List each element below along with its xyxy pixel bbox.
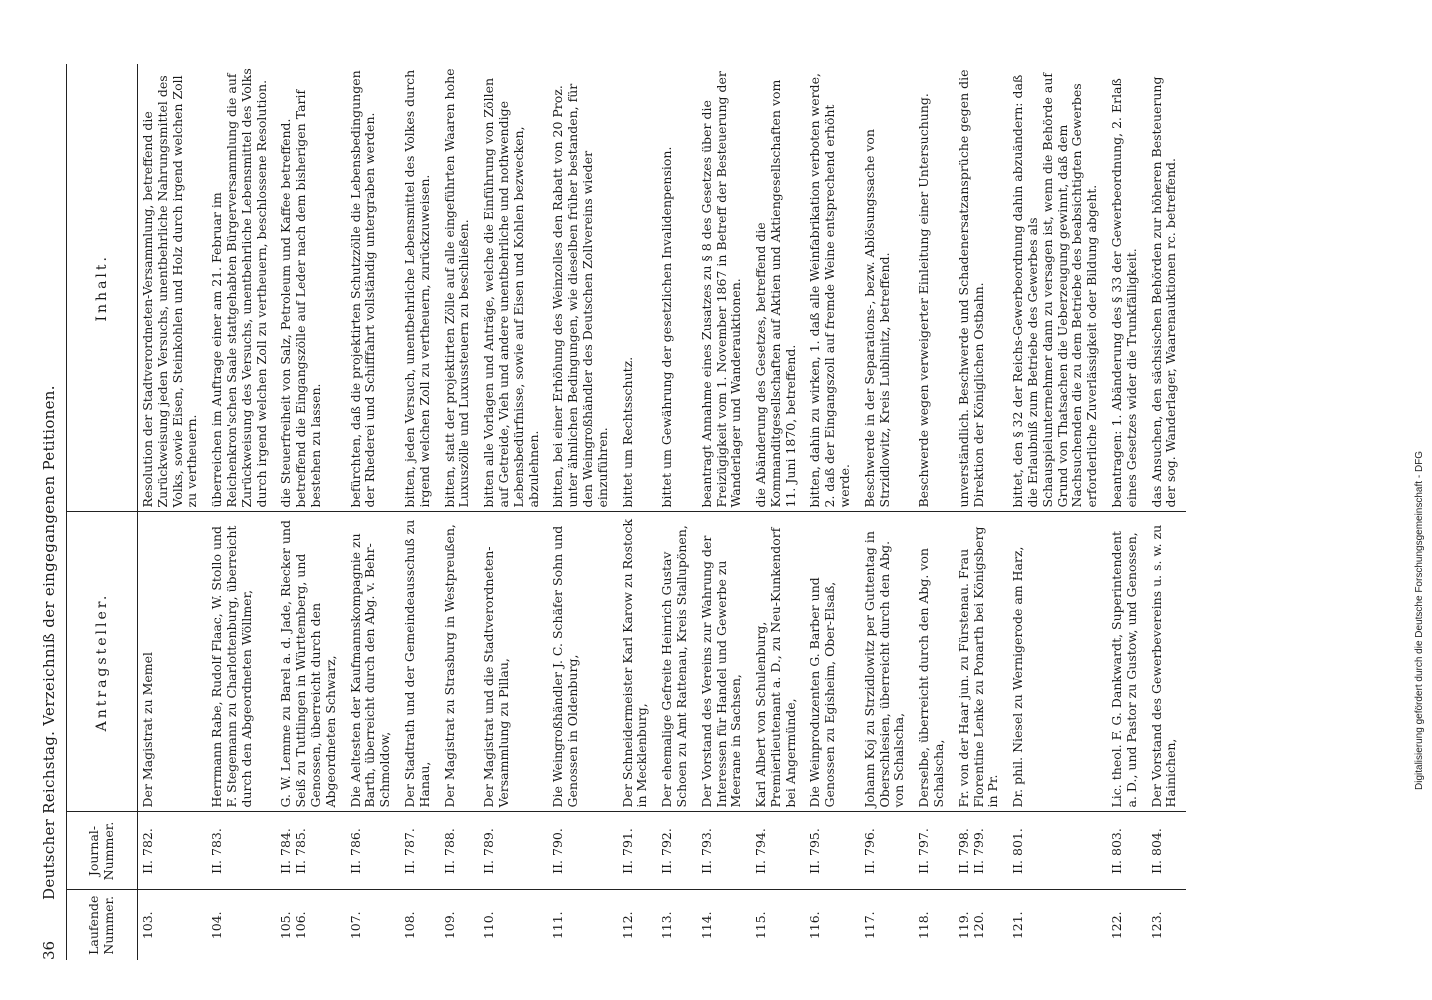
inhalt-cell: bitten, statt der projektirten Zölle auf alle eingeführten Waaren hohe Luxuszölle und Luxussteuern zu beschließen.: [441, 68, 472, 508]
journal-nummer: II. 794.: [753, 828, 769, 874]
laufende-nummer: 122.: [1109, 911, 1125, 940]
laufende-nummer-cell: [657, 890, 697, 960]
inhalt-cell: Resolution der Stadtverordneten-Versammlung, betreffend die Zurückweisung jeden Versuchs, unentbehrliche Nahrungsmittel des Volks, sowie Eisen, Steinkohlen und Holz durch irgend welchen Zoll zu vertheuern.: [140, 75, 200, 508]
journal-nummer-cell: [954, 812, 1008, 890]
laufende-nummer-cell: [860, 890, 914, 960]
laufende-nummer-cell: [954, 890, 1008, 960]
antragsteller-cell: Der Schneidermeister Karl Karow zu Rostock in Mecklenburg,: [618, 512, 658, 812]
laufende-nummer: 110.: [481, 911, 497, 940]
table-row: [805, 64, 859, 960]
laufende-nummer: 120.: [970, 911, 986, 940]
laufende-nummer-cell: [805, 890, 859, 960]
table-row: [914, 64, 954, 960]
journal-nummer: II. 782.: [140, 828, 155, 874]
journal-nummer: II. 801.: [1010, 828, 1026, 874]
inhalt-cell: Beschwerde wegen verweigerter Einleitung einer Untersuchung.: [916, 93, 932, 508]
running-title: Deutscher Reichstag. Verzeichniß der eingegangenen Petitionen.: [40, 385, 58, 900]
table-row: [1107, 64, 1147, 960]
laufende-nummer: 117.: [861, 911, 877, 940]
laufende-nummer: 104.: [209, 911, 225, 940]
journal-nummer: II. 783.: [209, 828, 225, 874]
laufende-nummer: 123.: [1148, 911, 1164, 940]
antragsteller-cell: Der Magistrat zu Memel: [138, 512, 208, 812]
antragsteller-cell: Derselbe, überreicht durch den Abg. von Schalscha,: [914, 512, 954, 812]
journal-nummer-cell: [276, 812, 345, 890]
antragsteller-cell: Die Aeltesten der Kaufmannskompagnie zu Barth, überreicht durch den Abg. v. Behr-Schmoldow,: [346, 512, 400, 812]
side-margin: [1410, 0, 1430, 1000]
journal-nummer: II. 804.: [1148, 828, 1164, 874]
inhalt-cell: bitten, jeden Versuch, unentbehrliche Lebensmittel des Volkes durch irgend welchen Zoll zu vertheuern, zurückzuweisen.: [401, 69, 432, 508]
laufende-nummer: 112.: [619, 911, 635, 940]
inhalt-cell: die Abänderung des Gesetzes, betreffend die Kommanditgesellschaften auf Aktien und Aktiengesellschaften vom 11. Juni 1870, betreffend.: [753, 79, 798, 508]
table-row: [954, 64, 1008, 960]
antragsteller-cell: Die Weinproduzenten G. Barber und Genossen zu Egisheim, Ober-Elsaß,: [805, 512, 859, 812]
table-row: [440, 64, 480, 960]
laufende-nummer-cell: [276, 890, 345, 960]
laufende-nummer: 103.: [140, 911, 155, 940]
table-row: [138, 64, 208, 960]
header-journal-nummer: Journal-Nummer.: [67, 812, 138, 890]
journal-nummer-cell: [207, 812, 276, 890]
journal-nummer: II. 796.: [861, 828, 877, 874]
inhalt-cell: unverständlich. Beschwerde und Schadenersatzansprüche gegen die Direktion der Königlichen Ostbahn.: [955, 69, 986, 508]
antragsteller-cell: Lic. theol. F. G. Dankwardt, Superintendent a. D., und Pastor zu Gustow, und Genossen,: [1107, 512, 1147, 812]
journal-nummer-cell: [914, 812, 954, 890]
laufende-nummer-cell: [697, 890, 751, 960]
journal-nummer: II. 785.: [293, 828, 309, 874]
laufende-nummer-cell: [1107, 890, 1147, 960]
page-number: 36: [40, 940, 58, 960]
inhalt-cell: bittet um Gewährung der gesetzlichen Invalidenpension.: [659, 146, 675, 508]
antragsteller-cell: Dr. phil. Niesel zu Wernigerode am Harz,: [1008, 512, 1107, 812]
laufende-nummer-cell: [207, 890, 276, 960]
journal-nummer: II. 789.: [481, 828, 497, 874]
inhalt-cell: bitten, bei einer Erhöhung des Weinzolles den Rabatt von 20 Proz. unter ähnlichen Bedingungen, wie dieselben früher bestanden, für den Weingroßhändler des Deutschen Zollvereins wieder einzuführen.: [550, 83, 610, 508]
laufende-nummer: 121.: [1010, 911, 1026, 940]
laufende-nummer: 119.: [955, 911, 971, 940]
laufende-nummer: 106.: [293, 911, 309, 940]
table-row: [479, 64, 548, 960]
laufende-nummer: 108.: [401, 911, 417, 940]
journal-nummer-cell: [548, 812, 617, 890]
antragsteller-cell: Der Magistrat zu Strasburg in Westpreußen,: [440, 512, 480, 812]
journal-nummer: II. 791.: [619, 828, 635, 874]
journal-nummer-cell: [138, 812, 208, 890]
antragsteller-cell: Der Vorstand des Vereins zur Wahrung der Interessen für Handel und Gewerbe zu Meerane in Sachsen,: [697, 512, 751, 812]
inhalt-cell: bittet um Rechtsschutz.: [619, 356, 635, 508]
laufende-nummer: 113.: [659, 911, 675, 940]
inhalt-cell: befürchten, daß die projektirten Schutzzölle die Lebensbedingungen der Rhederei und Schifffahrt vollständig untergraben werden.: [347, 70, 378, 508]
journal-nummer-cell: [697, 812, 751, 890]
petitions-body: [138, 64, 1187, 960]
journal-nummer: II. 787.: [401, 828, 417, 874]
journal-nummer-cell: [400, 812, 440, 890]
laufende-nummer-cell: [548, 890, 617, 960]
header-inhalt: Inhalt.: [67, 64, 138, 512]
laufende-nummer-cell: [479, 890, 548, 960]
laufende-nummer: 114.: [698, 911, 714, 940]
laufende-nummer: 111.: [550, 911, 566, 940]
laufende-nummer: 105.: [278, 911, 294, 940]
laufende-nummer: 118.: [916, 911, 932, 940]
table-row: [1008, 64, 1107, 960]
table-row: [400, 64, 440, 960]
journal-nummer-cell: [860, 812, 914, 890]
inhalt-cell: das Ansuchen, den sächsischen Behörden zur höheren Besteuerung der sog. Wanderlager, Waarenauktionen rc. betreffend.: [1148, 76, 1179, 508]
inhalt-cell: bitten alle Vorlagen und Anträge, welche die Einführung von Zöllen auf Getreide, Vieh und andere unentbehrliche und nothwendige Lebensbedürfnisse, sowie auf Eisen und Kohlen bezwecken, abzulehnen.: [481, 77, 541, 508]
laufende-nummer: 109.: [441, 911, 457, 940]
table-row: [697, 64, 751, 960]
table-row: [276, 64, 345, 960]
laufende-nummer-cell: [1147, 890, 1187, 960]
antragsteller-cell: Fr. von der Haar jun. zu Fürstenau. Frau Florentine Lenke zu Ponarth bei Königsberg in Pr.: [954, 512, 1008, 812]
header-antragsteller: Antragsteller.: [67, 512, 138, 812]
antragsteller-cell: Karl Albert von Schulenburg, Premierlieutenant a. D., zu Neu-Kunkendorf bei Angermünde,: [751, 512, 805, 812]
inhalt-cell: Beschwerde in der Separations-, bezw. Ablösungssache von Strzidlowitz, Kreis Lublinitz, betreffend.: [861, 129, 892, 508]
table-row: [618, 64, 658, 960]
antragsteller-cell: Der ehemalige Gefreite Heinrich Gustav Schoen zu Amt Rattenau, Kreis Stallupönen,: [657, 512, 697, 812]
journal-nummer: II. 790.: [550, 828, 566, 874]
header-laufende-nummer: Laufende Nummer.: [67, 890, 138, 960]
table-row: [751, 64, 805, 960]
table-row: [548, 64, 617, 960]
inhalt-cell: bitten, dahin zu wirken, 1. daß alle Weinfabrikation verboten werde, 2. daß der Eingangszoll auf fremde Weine entsprechend erhöht werde.: [807, 73, 853, 508]
journal-nummer: II. 799.: [970, 828, 986, 874]
antragsteller-cell: Der Vorstand des Gewerbevereins u. s. w. zu Hainichen,: [1147, 512, 1187, 812]
laufende-nummer: 107.: [347, 911, 363, 940]
journal-nummer: II. 792.: [659, 828, 675, 874]
inhalt-cell: bittet, den § 32 der Reichs-Gewerbeordnung dahin abzuändern: daß die Erlaubniß zum Betriebe des Gewerbes als Schauspielunternehmer dann zu versagen ist, wenn die Behörde auf Grund von Thatsachen die Ueberzeugung gewinnt, daß dem Nachsuchenden die zu dem Betriebe des beabsichtigten Gewerbes erforderliche Zuverlässigkeit oder Bildung abgeht.: [1010, 72, 1100, 508]
journal-nummer: II. 784.: [278, 828, 294, 874]
journal-nummer-cell: [1147, 812, 1187, 890]
laufende-nummer-cell: [400, 890, 440, 960]
journal-nummer-cell: [751, 812, 805, 890]
journal-nummer: II. 795.: [807, 828, 823, 874]
antragsteller-cell: Der Magistrat und die Stadtverordneten-Versammlung zu Pillau,: [479, 512, 548, 812]
laufende-nummer: 116.: [807, 911, 823, 940]
petitions-table: [67, 64, 1186, 960]
journal-nummer-cell: [805, 812, 859, 890]
inhalt-cell: beantragt Annahme eines Zusatzes zu § 8 des Gesetzes über die Freizügigkeit vom 1. November 1867 in Betreff der Besteuerung der Wanderlager und Wanderauktionen.: [698, 71, 744, 508]
table-header-row: [67, 64, 138, 960]
table-row: [1147, 64, 1187, 960]
antragsteller-cell: Der Stadtrath und der Gemeindeausschuß zu Hanau,: [400, 512, 440, 812]
dfg-digitization-note: Digitalisierung gefördert durch die Deutsche Forschungsgemeinschaft - DFG: [1414, 450, 1425, 790]
antragsteller-cell: Herrmann Rabe, Rudolf Flaac, W. Stollo und F. Stegemann zu Charlottenburg, überreicht durch den Abgeordneten Wöllmer,: [207, 512, 276, 812]
journal-nummer: II. 803.: [1109, 828, 1125, 874]
antragsteller-cell: Johann Koj zu Strzidlowitz per Guttentag in Oberschlesien, überreicht durch den Abg. von Schalscha,: [860, 512, 914, 812]
journal-nummer: II. 788.: [441, 828, 457, 874]
journal-nummer-cell: [1107, 812, 1147, 890]
journal-nummer-cell: [346, 812, 400, 890]
journal-nummer-cell: [657, 812, 697, 890]
laufende-nummer-cell: [914, 890, 954, 960]
laufende-nummer-cell: [1008, 890, 1107, 960]
inhalt-cell: die Steuerfreiheit von Salz, Petroleum und Kaffee betreffend. betreffend die Eingangszölle auf Leder nach dem bisherigen Tarif bestehen zu lassen.: [278, 89, 323, 508]
journal-nummer: II. 793.: [698, 828, 714, 874]
table-row: [860, 64, 914, 960]
table-row: [657, 64, 697, 960]
journal-nummer: II. 786.: [347, 828, 363, 874]
antragsteller-cell: Die Weingroßhändler J. C. Schäfer Sohn und Genossen in Oldenburg,: [548, 512, 617, 812]
table-row: [346, 64, 400, 960]
page-header: [36, 64, 67, 960]
journal-nummer-cell: [1008, 812, 1107, 890]
journal-nummer-cell: [618, 812, 658, 890]
table-row: [207, 64, 276, 960]
antragsteller-cell: G. W. Lemme zu Barel a. d. Jade, Riecker und Seiß zu Tuttlingen in Württemberg, und Genossen, überreicht durch den Abgeordneten Schwarz,: [276, 512, 345, 812]
laufende-nummer-cell: [618, 890, 658, 960]
laufende-nummer-cell: [751, 890, 805, 960]
journal-nummer-cell: [479, 812, 548, 890]
inhalt-cell: beantragen: 1. Abänderung des § 33 der Gewerbeordnung, 2. Erlaß eines Gesetzes wider die Trunkfälligkeit.: [1109, 78, 1139, 508]
laufende-nummer-cell: [346, 890, 400, 960]
journal-nummer-cell: [440, 812, 480, 890]
laufende-nummer-cell: [138, 890, 208, 960]
laufende-nummer: 115.: [753, 911, 769, 940]
laufende-nummer-cell: [440, 890, 480, 960]
inhalt-cell: überreichen im Auftrage einer am 21. Februar im Reichenkron'schen Saale stattgehabten Bürgerversammlung die auf Zurückweisung des Versuchs, unentbehrliche Lebensmittel des Volks durch irgend welchen Zoll zu vertheuern, beschlossene Resolution.: [209, 68, 269, 508]
journal-nummer: II. 798.: [955, 828, 971, 874]
journal-nummer: II. 797.: [916, 828, 932, 874]
